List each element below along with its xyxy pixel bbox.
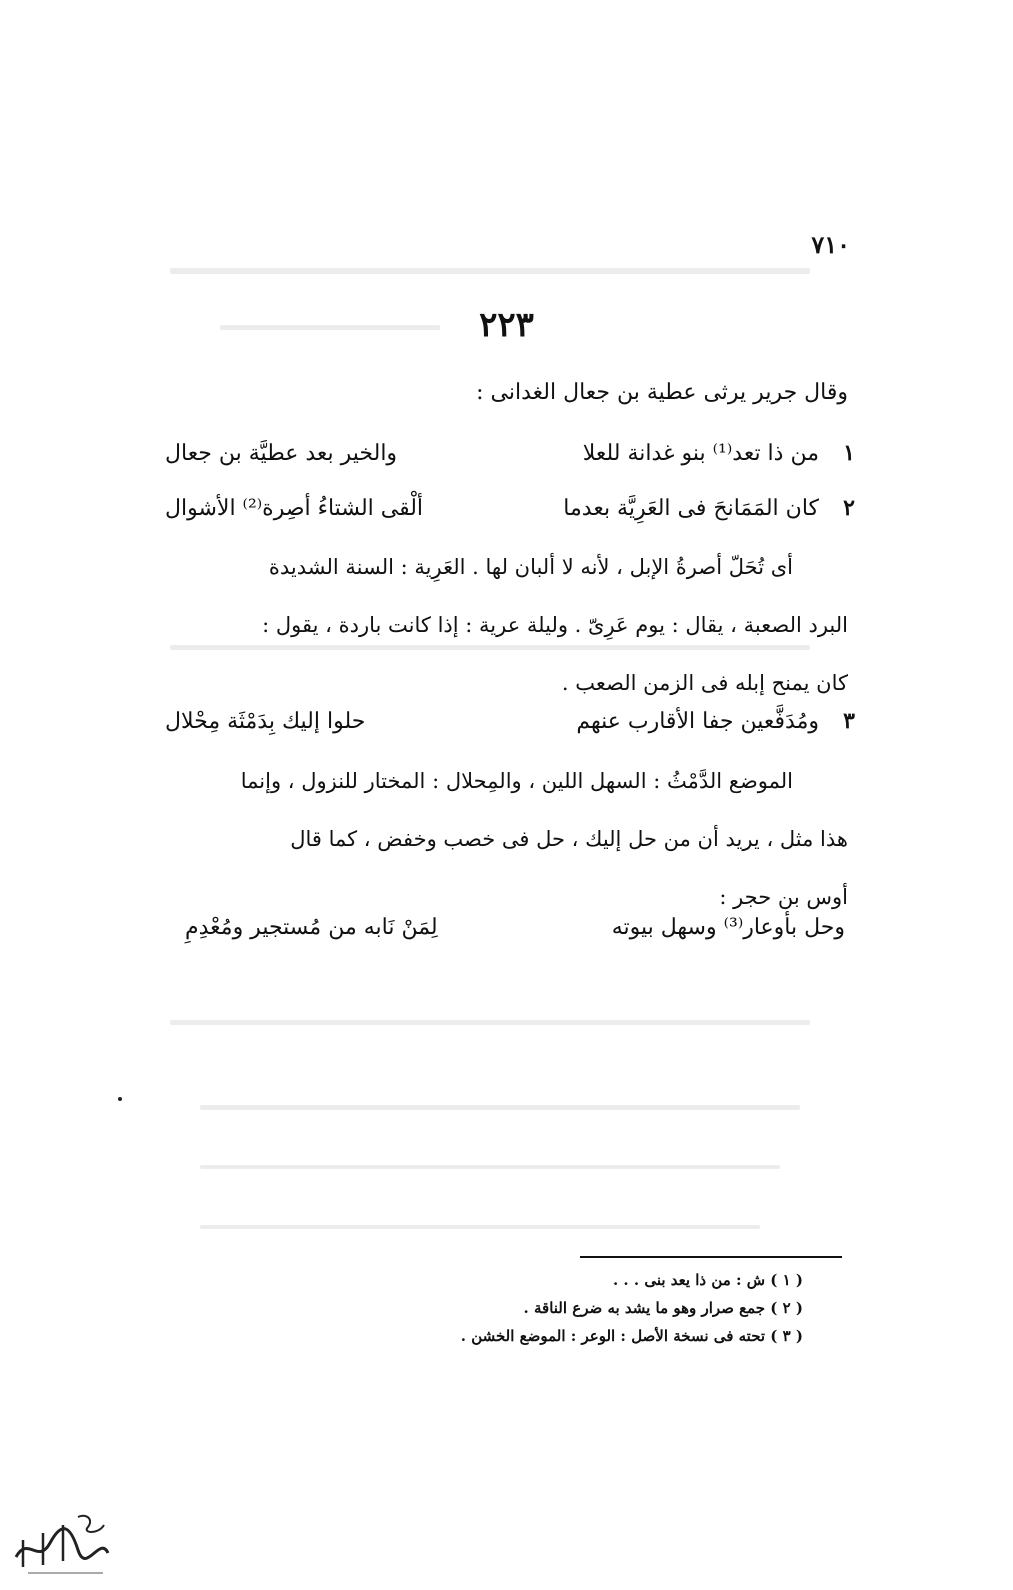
poem-intro: وقال جرير يرثى عطية بن جعال الغدانى : bbox=[476, 380, 848, 405]
verse-number: ٣ bbox=[843, 708, 855, 734]
verse-first-hemistich: كان المَمَانحَ فى العَرِيَّة بعدما bbox=[563, 496, 819, 521]
verse-second-hemistich: حلوا إليك بِدَمْثَة مِحْلال bbox=[165, 709, 366, 734]
scan-artifact bbox=[170, 268, 810, 274]
footnote-divider bbox=[580, 1256, 842, 1258]
commentary-block bbox=[178, 538, 848, 712]
verse-line bbox=[165, 495, 855, 521]
verse-second-hemistich: ألْقى الشتاءُ أصِرة⁽²⁾ الأشوال bbox=[165, 496, 424, 521]
scan-artifact bbox=[200, 1105, 800, 1110]
page-number: ٧١٠ bbox=[811, 230, 850, 259]
verse-first-hemistich: ومُدَفَّعين جفا الأقارب عنهم bbox=[576, 709, 819, 734]
verse-line bbox=[165, 440, 855, 466]
verse-number: ١ bbox=[843, 440, 855, 466]
footnote: ( ٢ ) جمع صرار وهو ما يشد به ضرع الناقة . bbox=[523, 1299, 803, 1317]
library-stamp-logo bbox=[8, 1495, 118, 1580]
quote-first-hemistich: وحل بأوعار⁽³⁾ وسهل بيوته bbox=[611, 915, 845, 940]
verse-second-hemistich: والخير بعد عطيَّة بن جعال bbox=[165, 441, 398, 466]
footnote: ( ١ ) ش : من ذا يعد بنى . . . bbox=[612, 1271, 803, 1289]
commentary-line: أوس بن حجر : bbox=[719, 885, 848, 909]
quote-second-hemistich: لِمَنْ نَابه من مُستجير ومُعْدِمِ bbox=[185, 915, 438, 940]
scan-artifact bbox=[200, 1165, 780, 1169]
ink-dot bbox=[118, 1097, 122, 1101]
commentary-line: هذا مثل ، يريد أن من حل إليك ، حل فى خصب وخفض ، كما قال bbox=[290, 827, 848, 851]
commentary-block bbox=[178, 752, 848, 926]
commentary-line: أى تُحَلّ أصرةُ الإبل ، لأنه لا ألبان لها . العَرِية : السنة الشديدة bbox=[268, 555, 793, 579]
scan-artifact bbox=[200, 1225, 760, 1229]
verse-number: ٢ bbox=[843, 495, 855, 521]
commentary-line: الموضع الدَّمْثُ : السهل اللين ، والمِحلال : المختار للنزول ، وإنما bbox=[240, 769, 793, 793]
commentary-line: كان يمنح إبله فى الزمن الصعب . bbox=[561, 671, 848, 695]
footnotes bbox=[363, 1266, 803, 1350]
poem-number: ٢٢٣ bbox=[479, 305, 534, 345]
verse-line bbox=[165, 708, 855, 734]
scan-artifact bbox=[170, 1020, 810, 1025]
quoted-verse bbox=[185, 915, 845, 940]
footnote: ( ٣ ) تحته فى نسخة الأصل : الوعر : الموضع الخشن . bbox=[460, 1327, 803, 1345]
commentary-line: البرد الصعبة ، يقال : يوم عَرِىّ . وليلة عرية : إذا كانت باردة ، يقول : bbox=[262, 613, 848, 637]
verse-first-hemistich: من ذا تعد⁽¹⁾ بنو غدانة للعلا bbox=[582, 441, 819, 466]
